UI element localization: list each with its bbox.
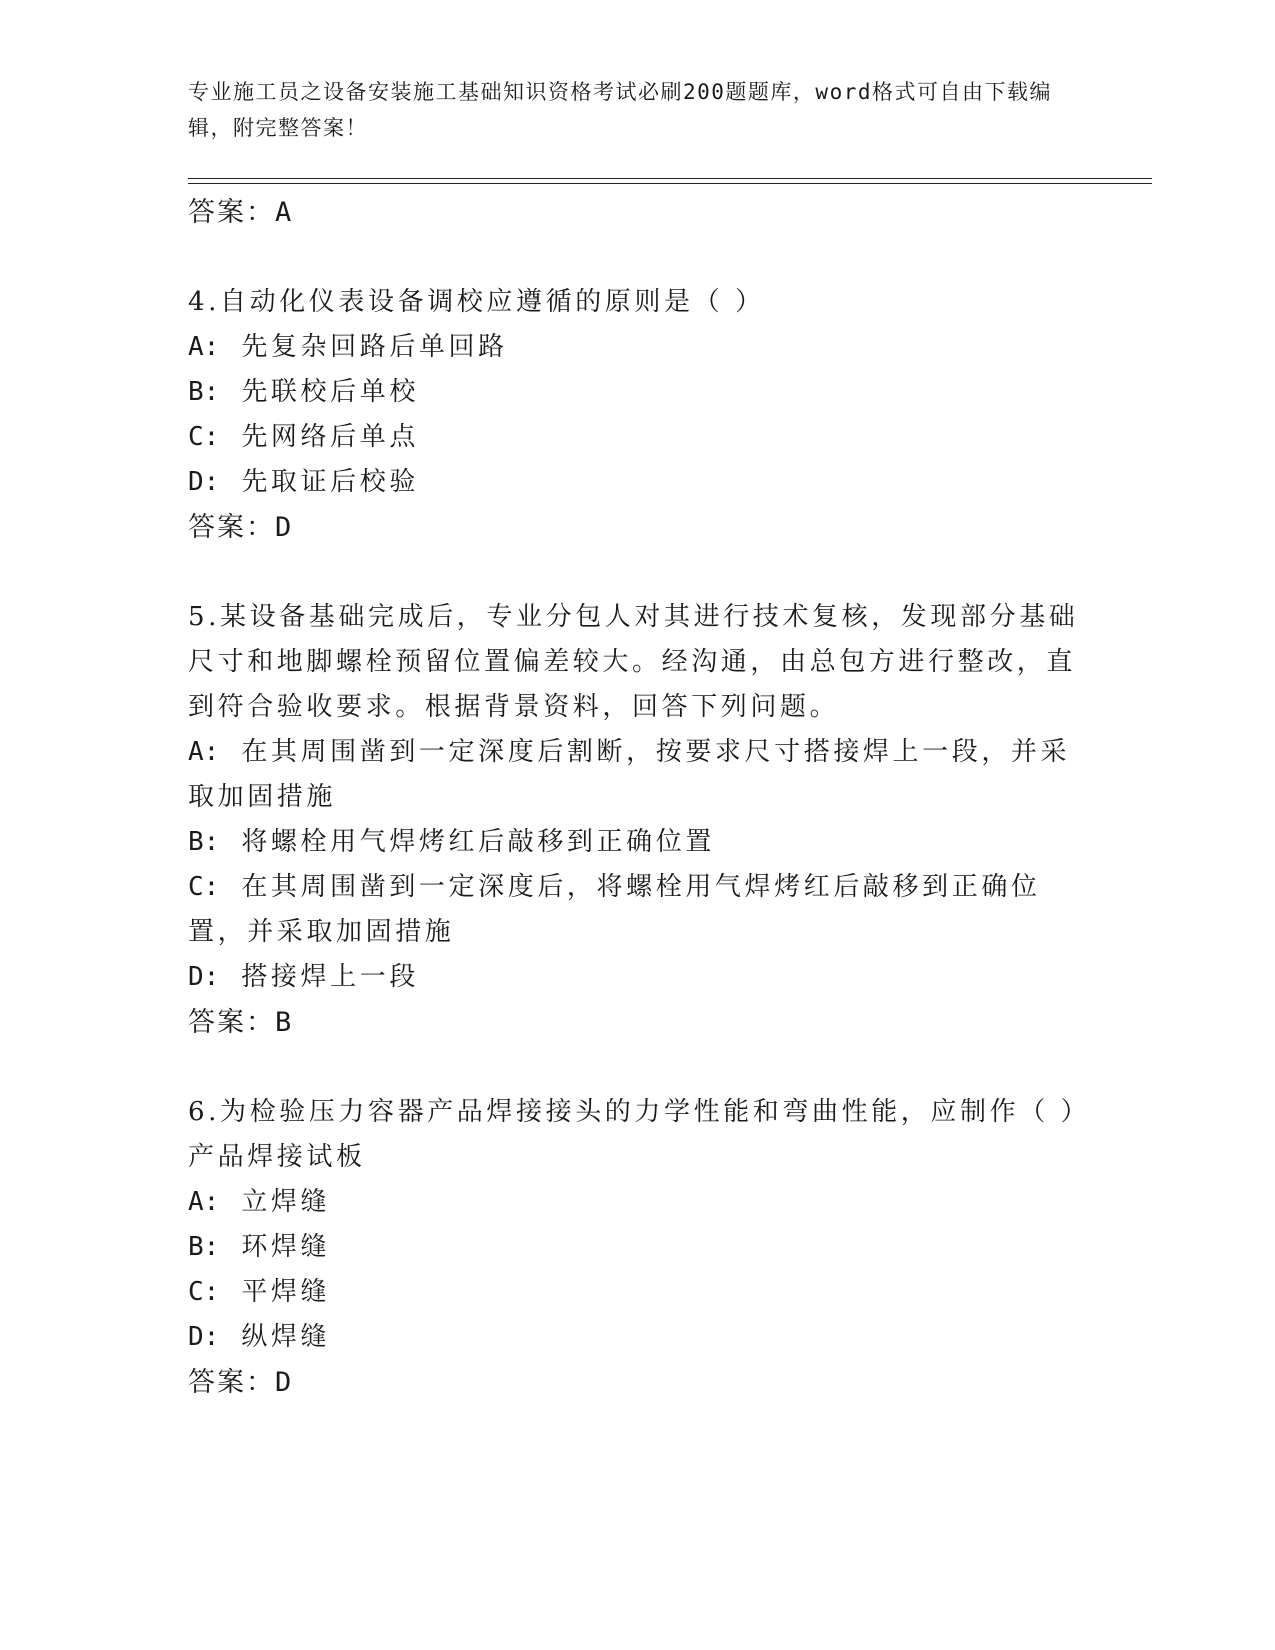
answer-line [188,1000,1088,1045]
document-body [188,190,1088,1405]
question-4 [188,280,1088,550]
question-stem: 6.为检验压力容器产品焊接接头的力学性能和弯曲性能，应制作（ ）产品焊接试板 [188,1097,1078,1172]
page-header: 专业施工员之设备安装施工基础知识资格考试必刷200题题库，word格式可自由下载编辑，附完整答案！ [188,80,1052,140]
option-text: 先取证后校验 [241,467,419,497]
option-text: 先网络后单点 [241,422,419,452]
option-d [188,955,1088,1000]
question-stem: 5.某设备基础完成后，专业分包人对其进行技术复核，发现部分基础尺寸和地脚螺栓预留位置偏差较大。经沟通，由总包方进行整改，直到符合验收要求。根据背景资料，回答下列问题。 [188,602,1079,722]
option-key: A: [188,737,220,767]
option-text: 先联校后单校 [241,377,419,407]
answer-value: B [275,1007,294,1038]
option-c [188,415,1088,460]
option-key: C: [188,422,220,452]
question-stem: 4.自动化仪表设备调校应遵循的原则是（ ） [188,287,765,317]
option-a [188,1180,1088,1225]
option-key: B: [188,377,220,407]
answer-line [188,1360,1088,1405]
option-text: 将螺栓用气焊烤红后敲移到正确位置 [241,827,715,857]
option-key: B: [188,1232,220,1262]
option-key: C: [188,1277,220,1307]
option-key: D: [188,467,220,497]
answer-value: A [275,197,294,228]
option-key: A: [188,332,220,362]
option-key: C: [188,872,220,902]
answer-label: 答案： [188,512,275,543]
option-c [188,865,1088,955]
option-d [188,1315,1088,1360]
header-divider [188,178,1152,184]
option-c [188,1270,1088,1315]
option-text: 在其周围凿到一定深度后，将螺栓用气焊烤红后敲移到正确位置，并采取加固措施 [188,872,1041,947]
answer-label: 答案： [188,1367,275,1398]
option-b [188,820,1088,865]
answer-line [188,190,1088,235]
option-a [188,325,1088,370]
option-key: D: [188,962,220,992]
option-d [188,460,1088,505]
option-text: 搭接焊上一段 [241,962,419,992]
question-5 [188,595,1088,1045]
option-text: 先复杂回路后单回路 [241,332,508,362]
option-key: D: [188,1322,220,1352]
answer-line [188,505,1088,550]
option-key: B: [188,827,220,857]
option-b [188,1225,1088,1270]
option-text: 在其周围凿到一定深度后割断，按要求尺寸搭接焊上一段，并采取加固措施 [188,737,1071,812]
option-b [188,370,1088,415]
question-6 [188,1090,1088,1405]
answer-value: D [275,1367,294,1398]
answer-label: 答案： [188,1007,275,1038]
option-key: A: [188,1187,220,1217]
option-a [188,730,1088,820]
option-text: 环焊缝 [241,1232,331,1262]
answer-value: D [275,512,294,543]
option-text: 平焊缝 [241,1277,331,1307]
answer-label: 答案： [188,197,275,228]
option-text: 立焊缝 [241,1187,331,1217]
option-text: 纵焊缝 [241,1322,331,1352]
